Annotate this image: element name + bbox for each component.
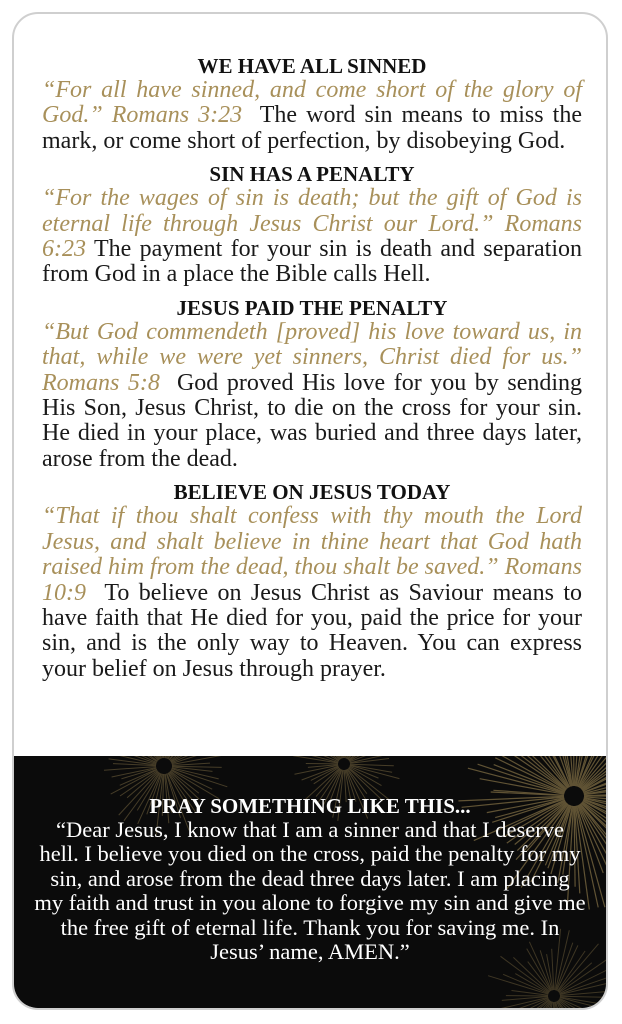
verse-quote: “But God commendeth [proved] his love toward us, in that, while we were yet sinners, Christ died for us.” Romans 5:8 [42,318,582,396]
section-heading: SIN HAS A PENALTY [209,162,415,187]
section-paragraph [42,186,582,288]
section-text: God proved His love for you by sending His Son, Jesus Christ, to die on the cross for your sin. He died in your place, was buried and three days later, arose from the dead. [42,369,583,472]
section-text: To believe on Jesus Christ as Saviour means to have faith that He died for you, paid the price for your sin, and is the only way to Heaven. You can express your belief on Jesus through prayer. [42,579,582,682]
burst-ray [559,963,592,992]
section-paragraph [42,78,582,154]
prayer-content [34,794,586,964]
burst-ray [558,1000,602,1010]
section-paragraph [42,320,582,472]
burst-ray [302,766,339,780]
section-all-sinned [42,54,582,154]
burst-ray [350,764,394,766]
prayer-title: PRAY SOMETHING LIKE THIS... [149,794,471,818]
section-paragraph [42,504,582,682]
section-heading: BELIEVE ON JESUS TODAY [173,480,451,505]
section-believe [42,480,582,682]
verse-quote: “That if thou shalt confess with thy mouth the Lord Jesus, and shalt believe in thine heart that God hath raised him from the dead, thou shalt be saved.” Romans 10:9 [42,503,582,606]
burst-ray [502,997,548,1001]
section-sin-penalty [42,162,582,288]
section-heading: JESUS PAID THE PENALTY [176,295,448,320]
burst-ray [528,962,551,992]
burst-ray [172,769,228,787]
section-jesus-paid [42,296,582,472]
verse-quote: “For all have sinned, and come short of the glory of God.” Romans 3:23 [42,77,582,129]
prayer-text: “Dear Jesus, I know that I am a sinner and that I deserve hell. I believe you died on the cross, paid the penalty for my sin, and arose from the dead three days later. I am placing my faith and trust in you alone to forgive my sin and give me the free gift of eternal life. Thank you for saving me. In Jesus’ name, AMEN.” [34,817,586,965]
section-text: The payment for your sin is death and separation from God in a place the Bible calls Hell. [42,236,582,288]
gospel-content [42,54,582,690]
section-heading: WE HAVE ALL SINNED [197,54,427,78]
burst-ray [560,996,604,997]
tract-card [12,12,608,1010]
verse-quote: “For the wages of sin is death; but the gift of God is eternal life through Jesus Christ our Lord.” Romans 6:23 [42,185,582,263]
burst-ray [172,766,222,767]
section-text: The word sin means to miss the mark, or come short of perfection, by disobeying God. [42,102,582,154]
prayer-panel [14,756,606,1010]
